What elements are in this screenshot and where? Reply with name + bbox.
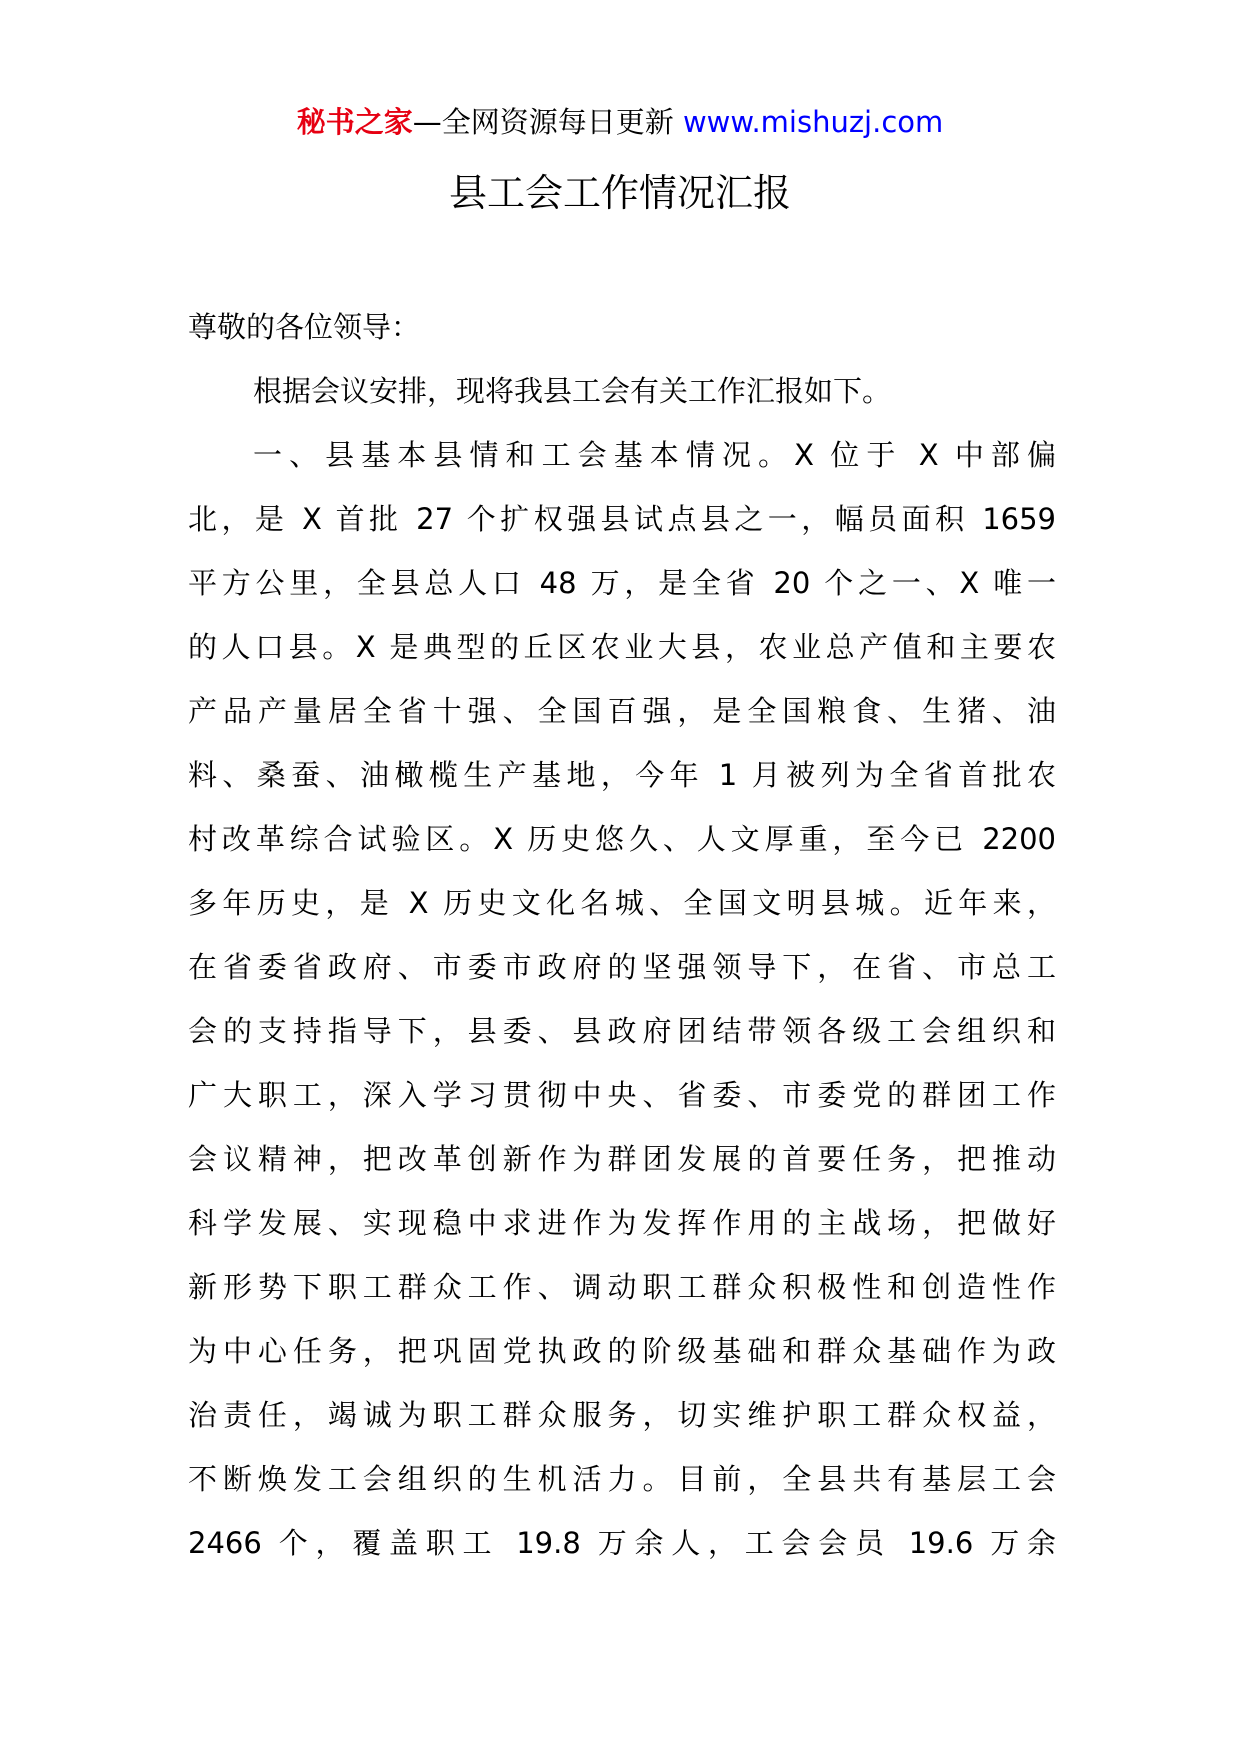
body-line: 为中心任务，把巩固党执政的阶级基础和群众基础作为政 [188,1334,1056,1368]
body-line: 村改革综合试验区。X 历史悠久、人文厚重，至今已 2200 [188,822,1056,856]
body-line: 会的支持指导下，县委、县政府团结带领各级工会组织和 [188,1014,1056,1048]
site-header [0,102,1240,142]
body-line: 治责任，竭诚为职工群众服务，切实维护职工群众权益， [188,1398,1056,1432]
body-line: 的人口县。X 是典型的丘区农业大县，农业总产值和主要农 [188,630,1056,664]
body-line: 北，是 X 首批 27 个扩权强县试点县之一，幅员面积 1659 [188,502,1056,536]
site-tagline: —全网资源每日更新 [412,105,683,139]
body-line: 多年历史，是 X 历史文化名城、全国文明县城。近年来， [188,886,1056,920]
body-line: 产品产量居全省十强、全国百强，是全国粮食、生猪、油 [188,694,1056,728]
body-line: 根据会议安排，现将我县工会有关工作汇报如下。 [253,374,892,408]
body-line: 新形势下职工群众工作、调动职工群众积极性和创造性作 [188,1270,1056,1304]
site-brand: 秘书之家 [296,105,413,139]
body-line: 2466 个，覆盖职工 19.8 万余人，工会会员 19.6 万余 [188,1526,1056,1560]
body-line: 平方公里，全县总人口 48 万，是全省 20 个之一、X 唯一 [188,566,1056,600]
document-title: 县工会工作情况汇报 [448,171,791,215]
body-line: 在省委省政府、市委市政府的坚强领导下，在省、市总工 [188,950,1056,984]
document-body [188,295,1056,1575]
salutation: 尊敬的各位领导： [188,310,421,344]
body-line: 料、桑蚕、油橄榄生产基地，今年 1 月被列为全省首批农 [188,758,1056,792]
body-line: 会议精神，把改革创新作为群团发展的首要任务，把推动 [188,1142,1056,1176]
body-line: 不断焕发工会组织的生机活力。目前，全县共有基层工会 [188,1462,1056,1496]
body-line: 一、县基本县情和工会基本情况。X 位于 X 中部偏 [253,438,1056,472]
site-url[interactable]: www.mishuzj.com [682,105,944,139]
body-line: 广大职工，深入学习贯彻中央、省委、市委党的群团工作 [188,1078,1056,1112]
body-line: 科学发展、实现稳中求进作为发挥作用的主战场，把做好 [188,1206,1056,1240]
